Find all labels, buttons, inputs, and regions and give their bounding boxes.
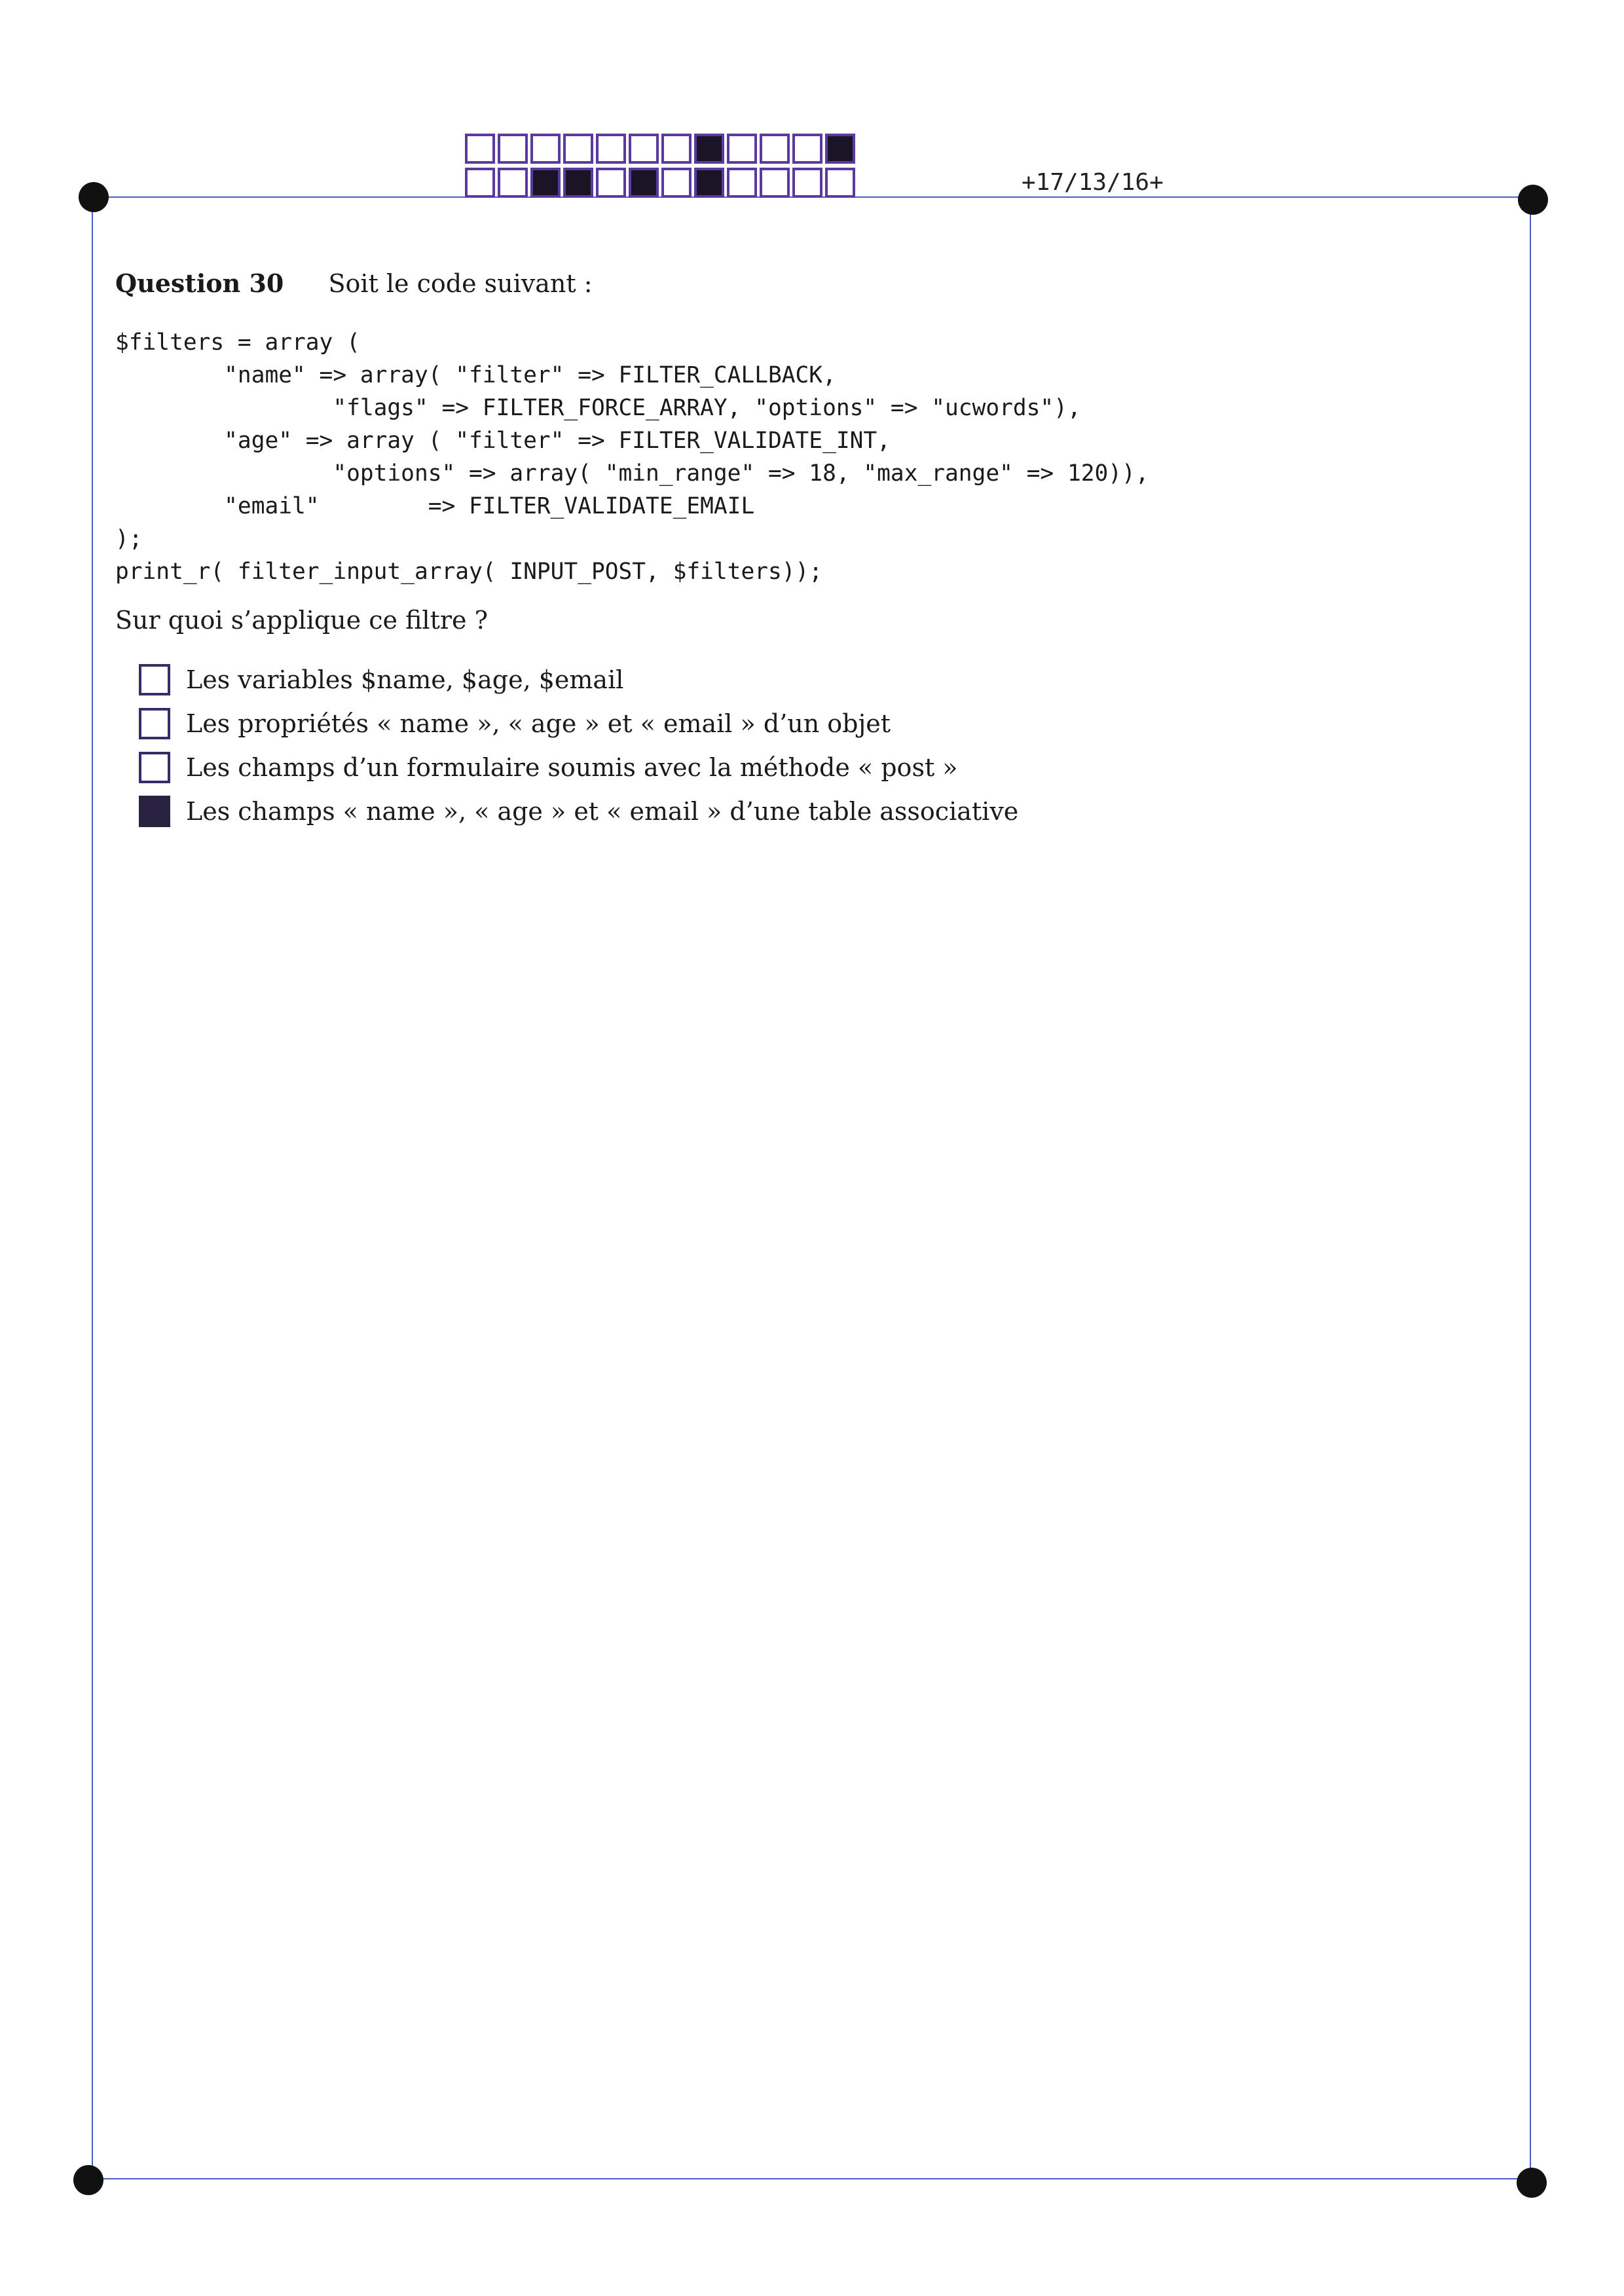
code-line: "age" => array ( "filter" => FILTER_VALIDATE_INT, xyxy=(224,428,891,454)
id-grid-box xyxy=(530,134,561,164)
answer-list xyxy=(139,657,1018,833)
answer-label: Les variables $name, $age, $email xyxy=(186,665,624,694)
answer-label: Les propriétés « name », « age » et « email » d’un objet xyxy=(186,709,891,738)
corner-mark-top-left xyxy=(79,182,109,212)
frame-bottom-line xyxy=(92,2178,1531,2179)
answer-option[interactable] xyxy=(139,657,1018,701)
id-grid-box xyxy=(596,168,626,198)
id-grid-box xyxy=(792,134,822,164)
id-grid-box xyxy=(465,168,495,198)
code-line: "options" => array( "min_range" => 18, "max_range" => 120)), xyxy=(333,460,1149,487)
code-line: $filters = array ( xyxy=(115,329,360,356)
code-line: "flags" => FILTER_FORCE_ARRAY, "options" => "ucwords"), xyxy=(333,395,1081,421)
question-number: Question 30 xyxy=(115,268,284,298)
corner-mark-top-right xyxy=(1518,185,1548,215)
corner-mark-bottom-left xyxy=(73,2165,103,2195)
question-prompt: Sur quoi s’applique ce filtre ? xyxy=(115,606,488,635)
answer-label: Les champs d’un formulaire soumis avec la méthode « post » xyxy=(186,752,958,782)
code-line: "name" => array( "filter" => FILTER_CALLBACK, xyxy=(224,362,836,388)
id-grid-box xyxy=(661,134,692,164)
page-identifier: +17/13/16+ xyxy=(1022,169,1164,196)
question-header xyxy=(115,268,593,298)
corner-mark-bottom-right xyxy=(1517,2168,1547,2198)
id-grid-box xyxy=(825,168,855,198)
id-grid-box xyxy=(694,134,724,164)
id-grid-box xyxy=(727,134,757,164)
id-grid-box xyxy=(760,168,790,198)
answer-option[interactable] xyxy=(139,789,1018,833)
id-grid-box xyxy=(760,134,790,164)
answer-checkbox[interactable] xyxy=(139,708,170,739)
answer-checkbox[interactable] xyxy=(139,752,170,783)
id-grid-box xyxy=(498,134,528,164)
id-grid-box xyxy=(825,134,855,164)
code-line: ); xyxy=(115,526,143,552)
answer-option[interactable] xyxy=(139,745,1018,789)
question-intro: Soit le code suivant : xyxy=(328,269,593,298)
frame-left-line xyxy=(92,196,93,2179)
id-grid-box xyxy=(629,168,659,198)
answer-label: Les champs « name », « age » et « email » d’une table associative xyxy=(186,796,1019,826)
code-line: "email" => FILTER_VALIDATE_EMAIL xyxy=(224,493,755,519)
id-grid-box xyxy=(629,134,659,164)
id-grid-box xyxy=(563,168,593,198)
id-grid-box xyxy=(661,168,692,198)
answer-option[interactable] xyxy=(139,701,1018,745)
answer-checkbox[interactable] xyxy=(139,796,170,827)
id-grid-box xyxy=(727,168,757,198)
id-grid-box xyxy=(465,134,495,164)
id-grid-box xyxy=(498,168,528,198)
id-grid-box xyxy=(694,168,724,198)
code-line: print_r( filter_input_array( INPUT_POST, $filters)); xyxy=(115,559,823,585)
answer-checkbox[interactable] xyxy=(139,664,170,695)
id-grid-row-2 xyxy=(465,168,855,195)
id-grid-row-1 xyxy=(465,134,855,161)
id-grid-box xyxy=(792,168,822,198)
frame-right-line xyxy=(1530,196,1531,2179)
id-grid-box xyxy=(596,134,626,164)
id-grid-box xyxy=(563,134,593,164)
code-block xyxy=(115,326,1149,588)
id-grid-box xyxy=(530,168,561,198)
